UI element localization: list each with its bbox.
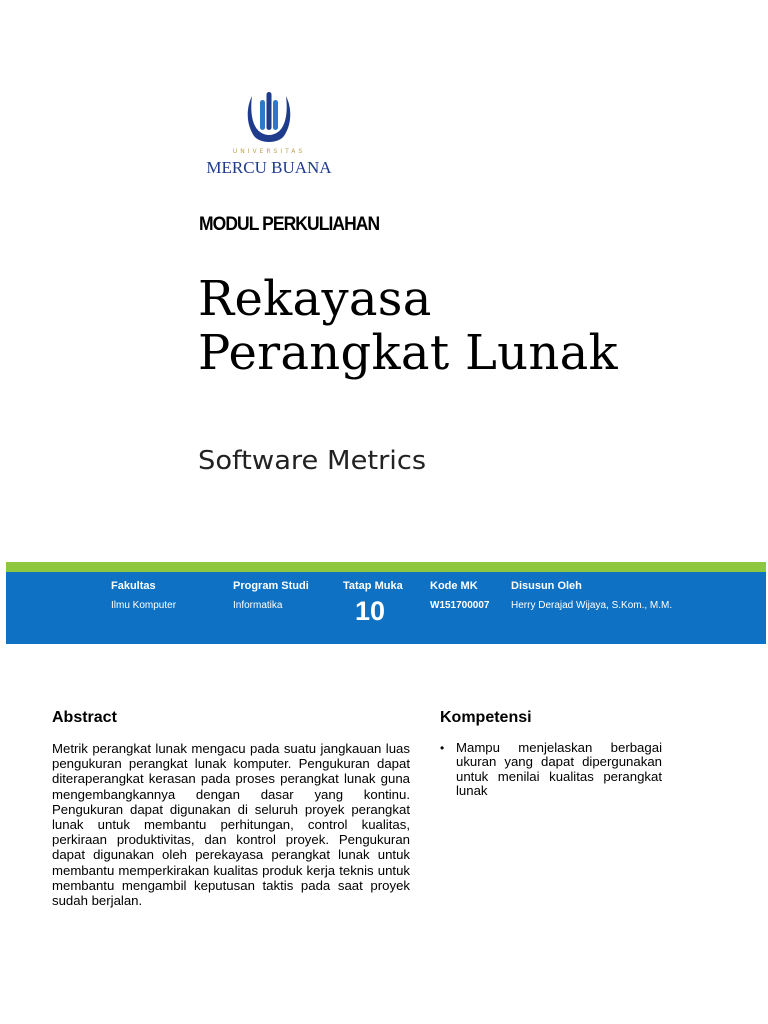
course-info-band — [6, 572, 766, 644]
university-emblem-icon — [246, 90, 292, 146]
info-value: Herry Derajad Wijaya, S.Kom., M.M. — [511, 600, 673, 611]
logo-subtitle: UNIVERSITAS — [232, 148, 306, 155]
info-tatap-muka — [343, 580, 403, 627]
kompetensi-heading: Kompetensi — [440, 709, 532, 726]
green-divider — [6, 562, 766, 572]
info-disusun-oleh — [511, 580, 672, 611]
info-value: Informatika — [233, 600, 283, 611]
info-value: Ilmu Komputer — [111, 600, 177, 611]
document-title — [198, 272, 618, 380]
logo-name: MERCU BUANA — [206, 158, 332, 177]
kompetensi-list — [440, 741, 662, 799]
kompetensi-item-text: Mampu menjelaskan berbagai ukuran yang dapat dipergunakan untuk menilai kualitas perangkat lunak — [456, 740, 662, 799]
university-logo — [200, 86, 338, 194]
info-fakultas — [111, 580, 176, 611]
info-header: Fakultas — [111, 580, 156, 592]
title-line-2: Perangkat Lunak — [198, 325, 618, 381]
bullet-icon: • — [440, 741, 445, 755]
info-header: Kode MK — [430, 580, 478, 592]
module-label: MODUL PERKULIAHAN — [199, 214, 380, 235]
info-header: Disusun Oleh — [511, 580, 582, 592]
title-line-1: Rekayasa — [198, 271, 432, 327]
info-header: Program Studi — [233, 580, 309, 592]
document-subtitle: Software Metrics — [198, 446, 427, 476]
list-item — [440, 741, 662, 799]
session-number: 10 — [355, 596, 386, 626]
info-value: W151700007 — [430, 600, 490, 611]
abstract-text: Metrik perangkat lunak mengacu pada suatu jangkauan luas pengukuran perangkat lunak komputer. Pengukuran dapat diteraperangkat kerasan pada proses perangkat lunak guna mengembangkannya dengan dasar yang kontinu. Pengukuran dapat digunakan di seluruh proyek perangkat lunak untuk membantu perhitungan, control kualitas, perkiraan produktivitas, dan kontrol proyek. Pengukuran dapat digunakan oleh perekayasa perangkat lunak untuk membantu memperkirakan kualitas produk kerja teknis untuk membantu mengambil keputusan taktis pada saat proyek sudah berjalan. — [52, 741, 410, 909]
info-program-studi — [233, 580, 309, 611]
info-header: Tatap Muka — [343, 580, 403, 592]
abstract-heading: Abstract — [52, 709, 117, 726]
info-kode-mk — [430, 580, 490, 611]
